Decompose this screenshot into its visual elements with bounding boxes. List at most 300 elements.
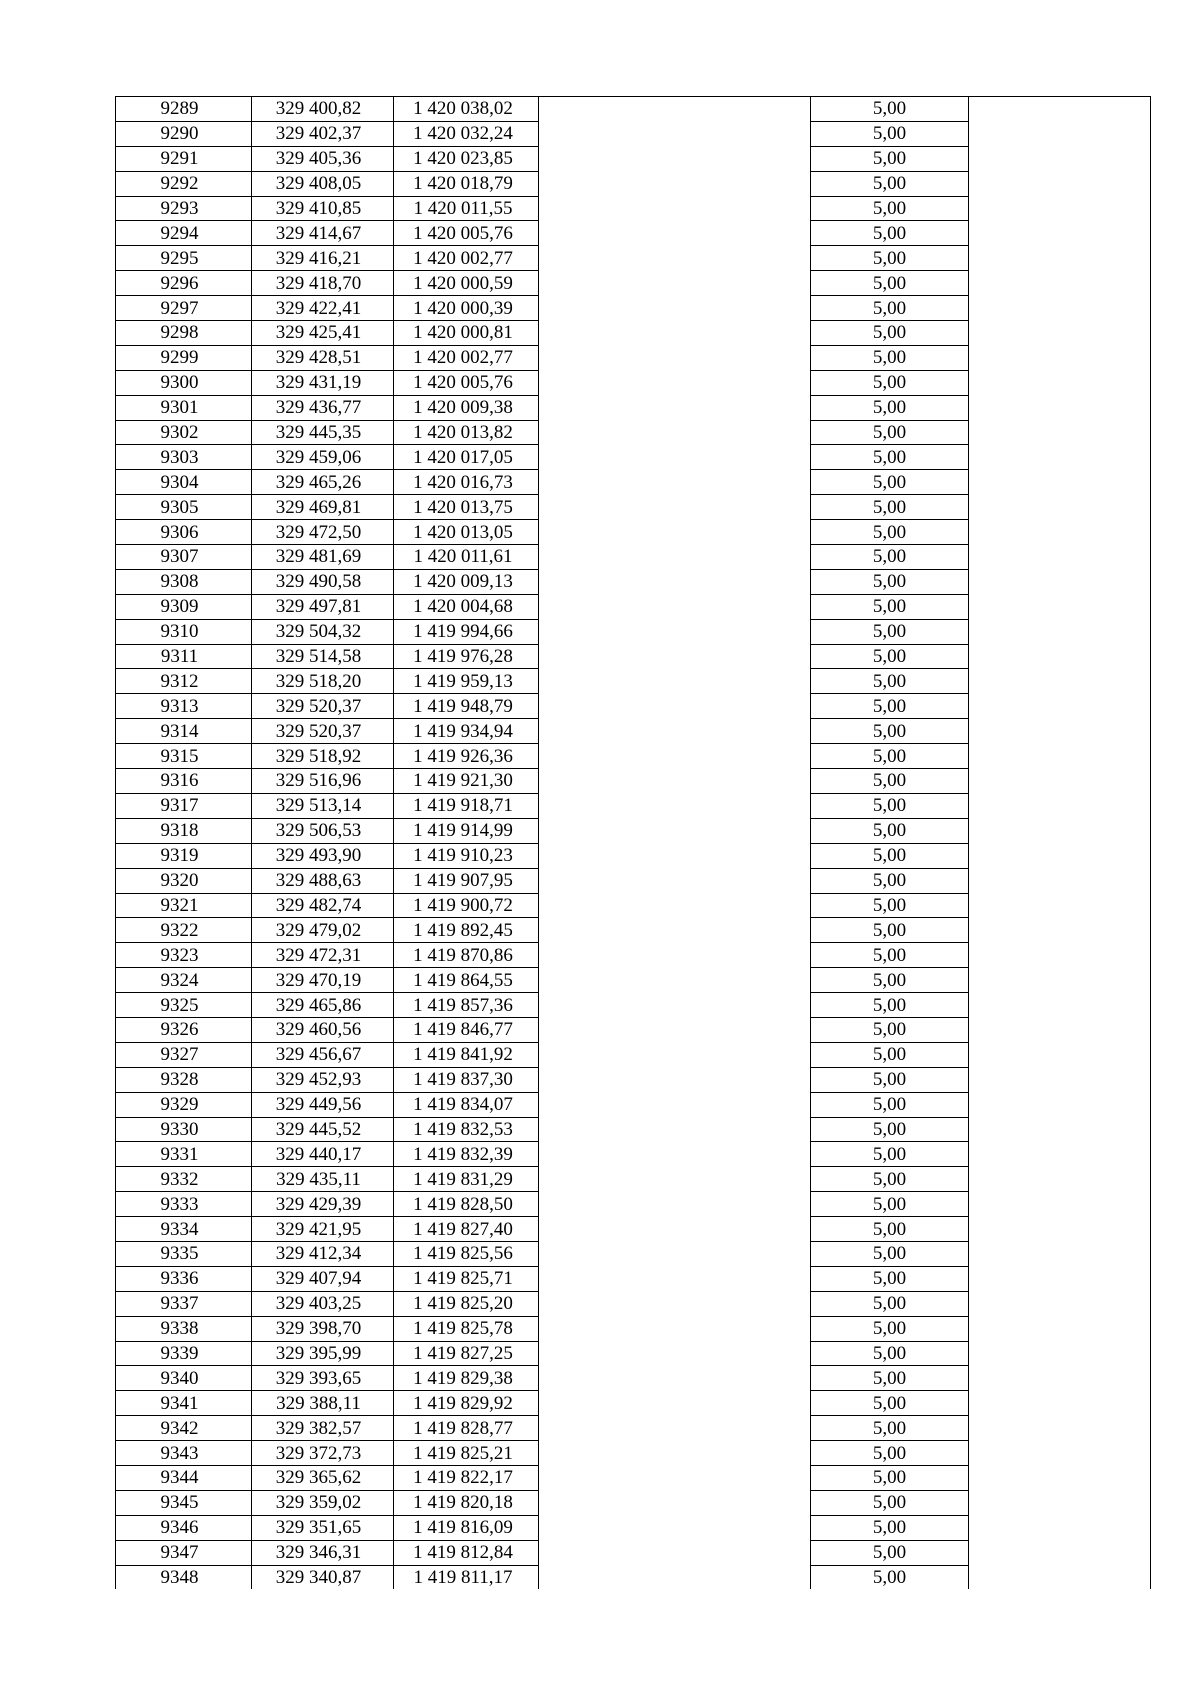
table-row (116, 1217, 1151, 1242)
cell-empty (969, 121, 1151, 146)
cell-empty (969, 868, 1151, 893)
cell-empty (969, 569, 1151, 594)
cell-point-number: 9327 (116, 1042, 252, 1067)
cell-y-coordinate: 1 419 959,13 (394, 669, 539, 694)
cell-y-coordinate: 1 419 822,17 (394, 1465, 539, 1490)
cell-empty (539, 246, 811, 271)
table-row (116, 1241, 1151, 1266)
table-row (116, 1192, 1151, 1217)
table-row (116, 1391, 1151, 1416)
cell-point-number: 9323 (116, 943, 252, 968)
cell-empty (539, 943, 811, 968)
cell-point-number: 9296 (116, 271, 252, 296)
cell-empty (539, 1067, 811, 1092)
cell-point-number: 9334 (116, 1217, 252, 1242)
cell-empty (539, 1017, 811, 1042)
cell-empty (539, 594, 811, 619)
cell-point-number: 9297 (116, 296, 252, 321)
cell-value: 5,00 (811, 1241, 969, 1266)
cell-empty (969, 1291, 1151, 1316)
cell-value: 5,00 (811, 594, 969, 619)
cell-x-coordinate: 329 488,63 (252, 868, 394, 893)
cell-y-coordinate: 1 420 016,73 (394, 470, 539, 495)
cell-x-coordinate: 329 490,58 (252, 569, 394, 594)
cell-value: 5,00 (811, 146, 969, 171)
cell-point-number: 9348 (116, 1565, 252, 1589)
cell-empty (969, 1192, 1151, 1217)
cell-point-number: 9306 (116, 520, 252, 545)
cell-y-coordinate: 1 419 948,79 (394, 694, 539, 719)
cell-empty (969, 769, 1151, 794)
cell-point-number: 9325 (116, 993, 252, 1018)
cell-x-coordinate: 329 395,99 (252, 1341, 394, 1366)
cell-value: 5,00 (811, 893, 969, 918)
cell-empty (539, 520, 811, 545)
cell-value: 5,00 (811, 968, 969, 993)
cell-empty (539, 271, 811, 296)
cell-y-coordinate: 1 419 828,50 (394, 1192, 539, 1217)
cell-empty (969, 694, 1151, 719)
cell-y-coordinate: 1 420 002,77 (394, 246, 539, 271)
cell-value: 5,00 (811, 321, 969, 346)
cell-empty (969, 1142, 1151, 1167)
cell-point-number: 9307 (116, 545, 252, 570)
cell-point-number: 9335 (116, 1241, 252, 1266)
table-row (116, 1565, 1151, 1589)
table-row (116, 1441, 1151, 1466)
cell-x-coordinate: 329 516,96 (252, 769, 394, 794)
cell-x-coordinate: 329 518,20 (252, 669, 394, 694)
cell-point-number: 9324 (116, 968, 252, 993)
cell-empty (969, 644, 1151, 669)
cell-empty (969, 221, 1151, 246)
cell-empty (969, 594, 1151, 619)
cell-empty (969, 993, 1151, 1018)
cell-value: 5,00 (811, 1266, 969, 1291)
cell-y-coordinate: 1 419 864,55 (394, 968, 539, 993)
table-row (116, 793, 1151, 818)
cell-point-number: 9343 (116, 1441, 252, 1466)
cell-point-number: 9336 (116, 1266, 252, 1291)
cell-empty (539, 843, 811, 868)
cell-x-coordinate: 329 422,41 (252, 296, 394, 321)
cell-point-number: 9318 (116, 818, 252, 843)
cell-empty (539, 470, 811, 495)
table-row (116, 868, 1151, 893)
cell-empty (539, 644, 811, 669)
cell-x-coordinate: 329 402,37 (252, 121, 394, 146)
cell-value: 5,00 (811, 1366, 969, 1391)
cell-y-coordinate: 1 419 994,66 (394, 619, 539, 644)
cell-empty (969, 1391, 1151, 1416)
cell-point-number: 9312 (116, 669, 252, 694)
cell-value: 5,00 (811, 221, 969, 246)
cell-y-coordinate: 1 419 910,23 (394, 843, 539, 868)
cell-empty (539, 1441, 811, 1466)
cell-value: 5,00 (811, 793, 969, 818)
cell-value: 5,00 (811, 744, 969, 769)
cell-empty (539, 345, 811, 370)
table-row (116, 1416, 1151, 1441)
cell-value: 5,00 (811, 1515, 969, 1540)
cell-x-coordinate: 329 504,32 (252, 619, 394, 644)
cell-empty (969, 445, 1151, 470)
cell-point-number: 9309 (116, 594, 252, 619)
cell-empty (539, 993, 811, 1018)
cell-y-coordinate: 1 419 976,28 (394, 644, 539, 669)
cell-empty (969, 97, 1151, 122)
table-row (116, 246, 1151, 271)
cell-value: 5,00 (811, 1092, 969, 1117)
cell-empty (969, 345, 1151, 370)
cell-x-coordinate: 329 429,39 (252, 1192, 394, 1217)
table-row (116, 1142, 1151, 1167)
cell-empty (539, 968, 811, 993)
cell-y-coordinate: 1 419 846,77 (394, 1017, 539, 1042)
table-row (116, 121, 1151, 146)
cell-y-coordinate: 1 419 834,07 (394, 1092, 539, 1117)
cell-empty (539, 1217, 811, 1242)
cell-x-coordinate: 329 346,31 (252, 1540, 394, 1565)
cell-point-number: 9344 (116, 1465, 252, 1490)
cell-value: 5,00 (811, 569, 969, 594)
cell-x-coordinate: 329 410,85 (252, 196, 394, 221)
cell-empty (539, 196, 811, 221)
cell-value: 5,00 (811, 669, 969, 694)
cell-empty (969, 1092, 1151, 1117)
cell-empty (539, 1540, 811, 1565)
cell-point-number: 9301 (116, 395, 252, 420)
cell-value: 5,00 (811, 246, 969, 271)
cell-empty (969, 470, 1151, 495)
cell-empty (969, 1416, 1151, 1441)
cell-empty (969, 495, 1151, 520)
table-row (116, 1465, 1151, 1490)
cell-y-coordinate: 1 419 841,92 (394, 1042, 539, 1067)
cell-value: 5,00 (811, 1490, 969, 1515)
cell-empty (539, 893, 811, 918)
cell-value: 5,00 (811, 345, 969, 370)
cell-value: 5,00 (811, 445, 969, 470)
cell-empty (539, 1241, 811, 1266)
cell-value: 5,00 (811, 1441, 969, 1466)
cell-empty (969, 1490, 1151, 1515)
cell-value: 5,00 (811, 296, 969, 321)
cell-value: 5,00 (811, 1142, 969, 1167)
table-row (116, 520, 1151, 545)
cell-value: 5,00 (811, 1540, 969, 1565)
cell-value: 5,00 (811, 470, 969, 495)
cell-value: 5,00 (811, 993, 969, 1018)
cell-value: 5,00 (811, 1316, 969, 1341)
cell-empty (539, 1515, 811, 1540)
cell-x-coordinate: 329 365,62 (252, 1465, 394, 1490)
table-row (116, 196, 1151, 221)
cell-empty (969, 619, 1151, 644)
cell-point-number: 9347 (116, 1540, 252, 1565)
cell-empty (539, 868, 811, 893)
cell-empty (539, 321, 811, 346)
cell-point-number: 9329 (116, 1092, 252, 1117)
table-row (116, 1067, 1151, 1092)
cell-y-coordinate: 1 419 914,99 (394, 818, 539, 843)
cell-point-number: 9322 (116, 918, 252, 943)
cell-value: 5,00 (811, 1416, 969, 1441)
cell-empty (969, 1341, 1151, 1366)
cell-empty (969, 1565, 1151, 1589)
cell-point-number: 9302 (116, 420, 252, 445)
table-row (116, 843, 1151, 868)
cell-point-number: 9320 (116, 868, 252, 893)
cell-value: 5,00 (811, 495, 969, 520)
cell-y-coordinate: 1 419 832,39 (394, 1142, 539, 1167)
cell-y-coordinate: 1 419 812,84 (394, 1540, 539, 1565)
cell-x-coordinate: 329 431,19 (252, 370, 394, 395)
cell-x-coordinate: 329 520,37 (252, 694, 394, 719)
cell-point-number: 9289 (116, 97, 252, 122)
cell-empty (539, 221, 811, 246)
cell-y-coordinate: 1 419 921,30 (394, 769, 539, 794)
cell-empty (539, 1391, 811, 1416)
cell-y-coordinate: 1 419 918,71 (394, 793, 539, 818)
cell-empty (539, 769, 811, 794)
table-row (116, 545, 1151, 570)
cell-x-coordinate: 329 520,37 (252, 719, 394, 744)
cell-point-number: 9315 (116, 744, 252, 769)
cell-empty (969, 818, 1151, 843)
cell-point-number: 9310 (116, 619, 252, 644)
cell-empty (539, 1565, 811, 1589)
table-row (116, 1540, 1151, 1565)
table-row (116, 968, 1151, 993)
cell-empty (539, 97, 811, 122)
table-row (116, 893, 1151, 918)
cell-value: 5,00 (811, 520, 969, 545)
table-row (116, 221, 1151, 246)
cell-empty (969, 196, 1151, 221)
cell-empty (539, 1316, 811, 1341)
cell-y-coordinate: 1 419 837,30 (394, 1067, 539, 1092)
cell-point-number: 9313 (116, 694, 252, 719)
cell-y-coordinate: 1 420 018,79 (394, 171, 539, 196)
cell-x-coordinate: 329 393,65 (252, 1366, 394, 1391)
cell-x-coordinate: 329 412,34 (252, 1241, 394, 1266)
cell-x-coordinate: 329 359,02 (252, 1490, 394, 1515)
cell-y-coordinate: 1 420 000,39 (394, 296, 539, 321)
cell-empty (539, 669, 811, 694)
cell-x-coordinate: 329 493,90 (252, 843, 394, 868)
cell-value: 5,00 (811, 1192, 969, 1217)
cell-y-coordinate: 1 420 002,77 (394, 345, 539, 370)
cell-x-coordinate: 329 418,70 (252, 271, 394, 296)
cell-empty (539, 370, 811, 395)
cell-point-number: 9333 (116, 1192, 252, 1217)
cell-point-number: 9299 (116, 345, 252, 370)
cell-x-coordinate: 329 465,86 (252, 993, 394, 1018)
cell-value: 5,00 (811, 843, 969, 868)
cell-y-coordinate: 1 419 825,21 (394, 1441, 539, 1466)
cell-empty (969, 271, 1151, 296)
cell-x-coordinate: 329 465,26 (252, 470, 394, 495)
cell-y-coordinate: 1 419 825,20 (394, 1291, 539, 1316)
cell-empty (969, 171, 1151, 196)
cell-x-coordinate: 329 407,94 (252, 1266, 394, 1291)
cell-empty (969, 1366, 1151, 1391)
cell-x-coordinate: 329 449,56 (252, 1092, 394, 1117)
cell-y-coordinate: 1 420 023,85 (394, 146, 539, 171)
cell-empty (539, 1490, 811, 1515)
cell-x-coordinate: 329 425,41 (252, 321, 394, 346)
cell-x-coordinate: 329 497,81 (252, 594, 394, 619)
cell-empty (969, 420, 1151, 445)
cell-value: 5,00 (811, 420, 969, 445)
cell-value: 5,00 (811, 1017, 969, 1042)
cell-point-number: 9292 (116, 171, 252, 196)
cell-value: 5,00 (811, 395, 969, 420)
cell-empty (969, 1067, 1151, 1092)
cell-x-coordinate: 329 472,31 (252, 943, 394, 968)
cell-point-number: 9340 (116, 1366, 252, 1391)
cell-empty (539, 1142, 811, 1167)
cell-x-coordinate: 329 445,35 (252, 420, 394, 445)
table-row (116, 1341, 1151, 1366)
cell-y-coordinate: 1 419 892,45 (394, 918, 539, 943)
cell-value: 5,00 (811, 1167, 969, 1192)
cell-empty (969, 146, 1151, 171)
table-row (116, 296, 1151, 321)
cell-y-coordinate: 1 420 005,76 (394, 221, 539, 246)
table-row (116, 619, 1151, 644)
cell-x-coordinate: 329 479,02 (252, 918, 394, 943)
cell-empty (969, 893, 1151, 918)
cell-y-coordinate: 1 419 816,09 (394, 1515, 539, 1540)
cell-y-coordinate: 1 420 009,38 (394, 395, 539, 420)
cell-value: 5,00 (811, 97, 969, 122)
cell-value: 5,00 (811, 719, 969, 744)
cell-empty (969, 1266, 1151, 1291)
cell-y-coordinate: 1 419 907,95 (394, 868, 539, 893)
cell-value: 5,00 (811, 943, 969, 968)
cell-point-number: 9300 (116, 370, 252, 395)
cell-empty (539, 918, 811, 943)
cell-x-coordinate: 329 405,36 (252, 146, 394, 171)
cell-empty (969, 246, 1151, 271)
cell-empty (539, 445, 811, 470)
cell-point-number: 9338 (116, 1316, 252, 1341)
cell-point-number: 9342 (116, 1416, 252, 1441)
cell-x-coordinate: 329 472,50 (252, 520, 394, 545)
cell-empty (539, 121, 811, 146)
cell-empty (969, 545, 1151, 570)
cell-empty (969, 918, 1151, 943)
table-row (116, 918, 1151, 943)
cell-value: 5,00 (811, 694, 969, 719)
cell-x-coordinate: 329 421,95 (252, 1217, 394, 1242)
cell-point-number: 9345 (116, 1490, 252, 1515)
cell-y-coordinate: 1 419 828,77 (394, 1416, 539, 1441)
cell-x-coordinate: 329 428,51 (252, 345, 394, 370)
cell-empty (969, 1167, 1151, 1192)
cell-empty (539, 719, 811, 744)
cell-x-coordinate: 329 459,06 (252, 445, 394, 470)
cell-y-coordinate: 1 420 004,68 (394, 594, 539, 619)
cell-x-coordinate: 329 460,56 (252, 1017, 394, 1042)
cell-empty (969, 520, 1151, 545)
cell-y-coordinate: 1 420 011,55 (394, 196, 539, 221)
cell-empty (969, 1117, 1151, 1142)
cell-empty (539, 1465, 811, 1490)
cell-empty (969, 793, 1151, 818)
cell-x-coordinate: 329 440,17 (252, 1142, 394, 1167)
cell-point-number: 9304 (116, 470, 252, 495)
cell-x-coordinate: 329 382,57 (252, 1416, 394, 1441)
cell-empty (539, 1416, 811, 1441)
cell-point-number: 9319 (116, 843, 252, 868)
cell-empty (539, 1291, 811, 1316)
cell-empty (539, 1167, 811, 1192)
table-row (116, 1515, 1151, 1540)
cell-x-coordinate: 329 514,58 (252, 644, 394, 669)
table-row (116, 993, 1151, 1018)
cell-y-coordinate: 1 419 857,36 (394, 993, 539, 1018)
cell-x-coordinate: 329 416,21 (252, 246, 394, 271)
cell-empty (539, 1117, 811, 1142)
cell-empty (969, 1217, 1151, 1242)
cell-empty (969, 719, 1151, 744)
table-row (116, 146, 1151, 171)
cell-x-coordinate: 329 518,92 (252, 744, 394, 769)
cell-point-number: 9294 (116, 221, 252, 246)
cell-value: 5,00 (811, 868, 969, 893)
cell-value: 5,00 (811, 1565, 969, 1589)
cell-point-number: 9314 (116, 719, 252, 744)
cell-y-coordinate: 1 419 829,38 (394, 1366, 539, 1391)
cell-empty (969, 1241, 1151, 1266)
cell-point-number: 9295 (116, 246, 252, 271)
cell-point-number: 9326 (116, 1017, 252, 1042)
cell-y-coordinate: 1 419 829,92 (394, 1391, 539, 1416)
cell-value: 5,00 (811, 918, 969, 943)
cell-point-number: 9311 (116, 644, 252, 669)
cell-point-number: 9321 (116, 893, 252, 918)
cell-x-coordinate: 329 481,69 (252, 545, 394, 570)
cell-y-coordinate: 1 420 038,02 (394, 97, 539, 122)
cell-empty (969, 395, 1151, 420)
cell-point-number: 9332 (116, 1167, 252, 1192)
cell-y-coordinate: 1 419 827,25 (394, 1341, 539, 1366)
cell-point-number: 9308 (116, 569, 252, 594)
cell-x-coordinate: 329 340,87 (252, 1565, 394, 1589)
cell-value: 5,00 (811, 1465, 969, 1490)
table-row (116, 1017, 1151, 1042)
table-row (116, 395, 1151, 420)
cell-value: 5,00 (811, 545, 969, 570)
table-row (116, 694, 1151, 719)
cell-empty (969, 1441, 1151, 1466)
table-row (116, 644, 1151, 669)
cell-empty (539, 793, 811, 818)
table-row (116, 1490, 1151, 1515)
cell-value: 5,00 (811, 1391, 969, 1416)
cell-empty (969, 744, 1151, 769)
cell-point-number: 9341 (116, 1391, 252, 1416)
cell-value: 5,00 (811, 1117, 969, 1142)
cell-value: 5,00 (811, 121, 969, 146)
cell-value: 5,00 (811, 196, 969, 221)
cell-empty (969, 1515, 1151, 1540)
cell-point-number: 9331 (116, 1142, 252, 1167)
cell-y-coordinate: 1 419 825,56 (394, 1241, 539, 1266)
